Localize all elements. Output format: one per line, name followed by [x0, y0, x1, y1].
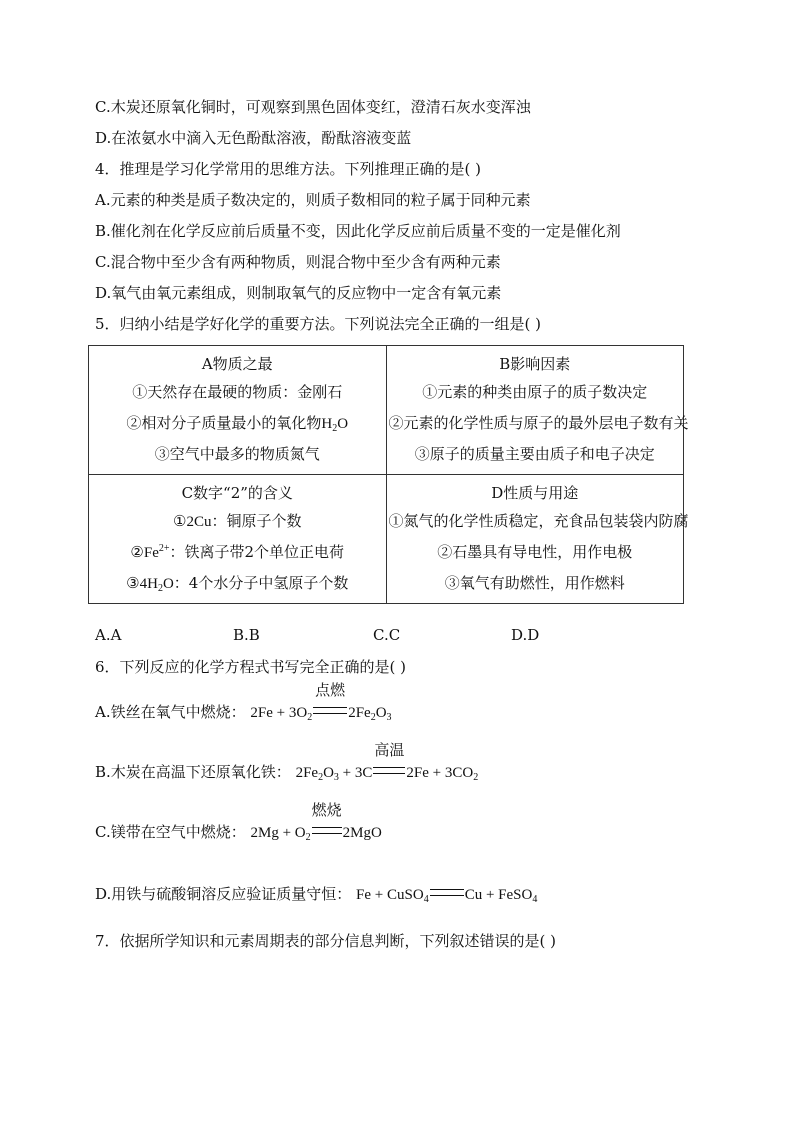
q3-option-d: D.在浓氨水中滴入无色酚酞溶液，酚酞溶液变蓝: [95, 129, 412, 147]
equation-a-product: $2Fe_2O_3$: [348, 705, 392, 723]
cell-d-line-3: ③氧气有助燃性，用作燃料: [444, 574, 625, 592]
formula-2cu: 2Cu: [186, 514, 212, 530]
equals-sign-d: [430, 889, 464, 896]
formula-fe: Fe: [143, 545, 159, 561]
cell-a-line-3: ③空气中最多的物质氮气: [154, 445, 320, 463]
equation-c-product: 2MgO: [342, 825, 382, 841]
formula-sub-2: 2: [332, 423, 338, 434]
cell-a-title: A物质之最: [201, 355, 273, 373]
q6-option-b-label: B.木炭在高温下还原氧化铁：: [95, 763, 291, 781]
equation-c: $2Mg + O_2$: [250, 825, 311, 843]
cell-a: [89, 346, 387, 475]
q4-option-c: C.混合物中至少含有两种物质，则混合物中至少含有两种元素: [95, 253, 501, 271]
q6-option-a-label: A.铁丝在氧气中燃烧：: [95, 703, 246, 721]
q4-option-d: D.氧气由氧元素组成，则制取氧气的反应物中一定含有氧元素: [95, 284, 502, 302]
cell-d-title: D性质与用途: [491, 484, 579, 502]
q6-option-d[interactable]: [95, 881, 537, 907]
equals-sign-a: [313, 707, 347, 714]
q4-option-b: B.催化剂在化学反应前后质量不变，因此化学反应前后质量不变的一定是催化剂: [95, 222, 621, 240]
cell-c-title: C数字“2”的含义: [181, 484, 293, 502]
equals-sign-b: [373, 767, 405, 774]
condition-d: [429, 881, 465, 907]
cell-b-title: B影响因素: [499, 355, 571, 373]
cell-b-line-2: ②元素的化学性质与原子的最外层电子数有关: [388, 414, 689, 432]
condition-b: [372, 741, 406, 785]
cell-a-line-2: [91, 408, 384, 439]
formula-sub-2b: 2: [157, 583, 163, 594]
condition-a-text: 点燃: [315, 681, 346, 699]
marker-3: ③: [126, 574, 140, 592]
formula-h2o: [321, 416, 348, 432]
q4-option-a: A.元素的种类是质子数决定的，则质子数相同的粒子属于同种元素: [95, 191, 531, 209]
equation-d: Fe + CuSO$_4$: [356, 887, 429, 905]
question-4-stem: 4．推理是学习化学常用的思维方法。下列推理正确的是( ): [95, 160, 482, 178]
cell-c-line-2-text: ：铁离子带2个单位正电荷: [169, 543, 345, 561]
equation-b-product: $2Fe + 3CO_2$: [406, 765, 479, 783]
formula-o2: O: [162, 576, 174, 592]
cell-d: [386, 475, 689, 604]
equals-sign-c: [312, 827, 342, 834]
q6-option-c-label: C.镁带在空气中燃烧：: [95, 823, 246, 841]
cell-c-line-3: [91, 568, 384, 599]
q3-option-c: C.木炭还原氧化铜时，可观察到黑色固体变红，澄清石灰水变浑浊: [95, 98, 531, 116]
q5-option-a[interactable]: A.A: [95, 626, 122, 644]
q6-option-a[interactable]: [95, 681, 392, 725]
formula-4h2o: [140, 576, 174, 592]
summary-table: [88, 345, 689, 604]
condition-a: [312, 681, 348, 725]
formula-fe2plus: [144, 545, 170, 561]
question-5-stem: 5．归纳小结是学好化学的重要方法。下列说法完全正确的一组是( ): [95, 315, 542, 333]
cell-d-line-2: ②石墨具有导电性，用作电极: [437, 543, 633, 561]
cell-c: [89, 475, 387, 604]
condition-b-text: 高温: [374, 741, 405, 759]
question-7-stem: 7．依据所学知识和元素周期表的部分信息判断，下列叙述错误的是( ): [95, 932, 557, 950]
formula-charge: 2+: [158, 543, 170, 554]
q6-option-c[interactable]: [95, 801, 382, 845]
formula-4h: 4H: [139, 576, 158, 592]
marker-2: ②: [130, 543, 144, 561]
cell-c-line-1-text: ：铜原子个数: [211, 512, 302, 530]
equation-a: $2Fe + 3O_2$: [250, 705, 313, 723]
q5-options: [0, 625, 794, 645]
formula-o: O: [337, 416, 349, 432]
cell-c-line-3-text: ：4个水分子中氢原子个数: [173, 574, 349, 592]
equation-b: $2Fe_2O_3 + 3C$: [295, 765, 373, 783]
q6-option-d-label: D.用铁与硫酸铜溶反应验证质量守恒：: [95, 885, 352, 903]
cell-a-line-1: ①天然存在最硬的物质：金刚石: [132, 383, 343, 401]
condition-c: [311, 801, 343, 845]
question-6-stem: 6．下列反应的化学方程式书写完全正确的是( ): [95, 658, 407, 676]
cell-b: [386, 346, 689, 475]
condition-c-text: 燃烧: [311, 801, 342, 819]
cell-c-line-2: [91, 537, 384, 568]
formula-h: H: [321, 416, 333, 432]
cell-c-line-1: [91, 506, 384, 537]
marker-1: ①: [173, 512, 187, 530]
q6-option-b[interactable]: [95, 741, 479, 785]
q5-option-d[interactable]: D.D: [511, 626, 540, 644]
cell-b-line-1: ①元素的种类由原子的质子数决定: [422, 383, 648, 401]
cell-d-line-1: ①氮气的化学性质稳定，充食品包装袋内防腐: [388, 512, 689, 530]
cell-a-line-2-text: ②相对分子质量最小的氧化物: [126, 414, 322, 432]
q5-option-c[interactable]: C.C: [373, 626, 401, 644]
q5-option-b[interactable]: B.B: [233, 626, 260, 644]
equation-d-product: Cu + FeSO$_4$: [464, 887, 538, 905]
cell-b-line-3: ③原子的质量主要由质子和电子决定: [414, 445, 655, 463]
